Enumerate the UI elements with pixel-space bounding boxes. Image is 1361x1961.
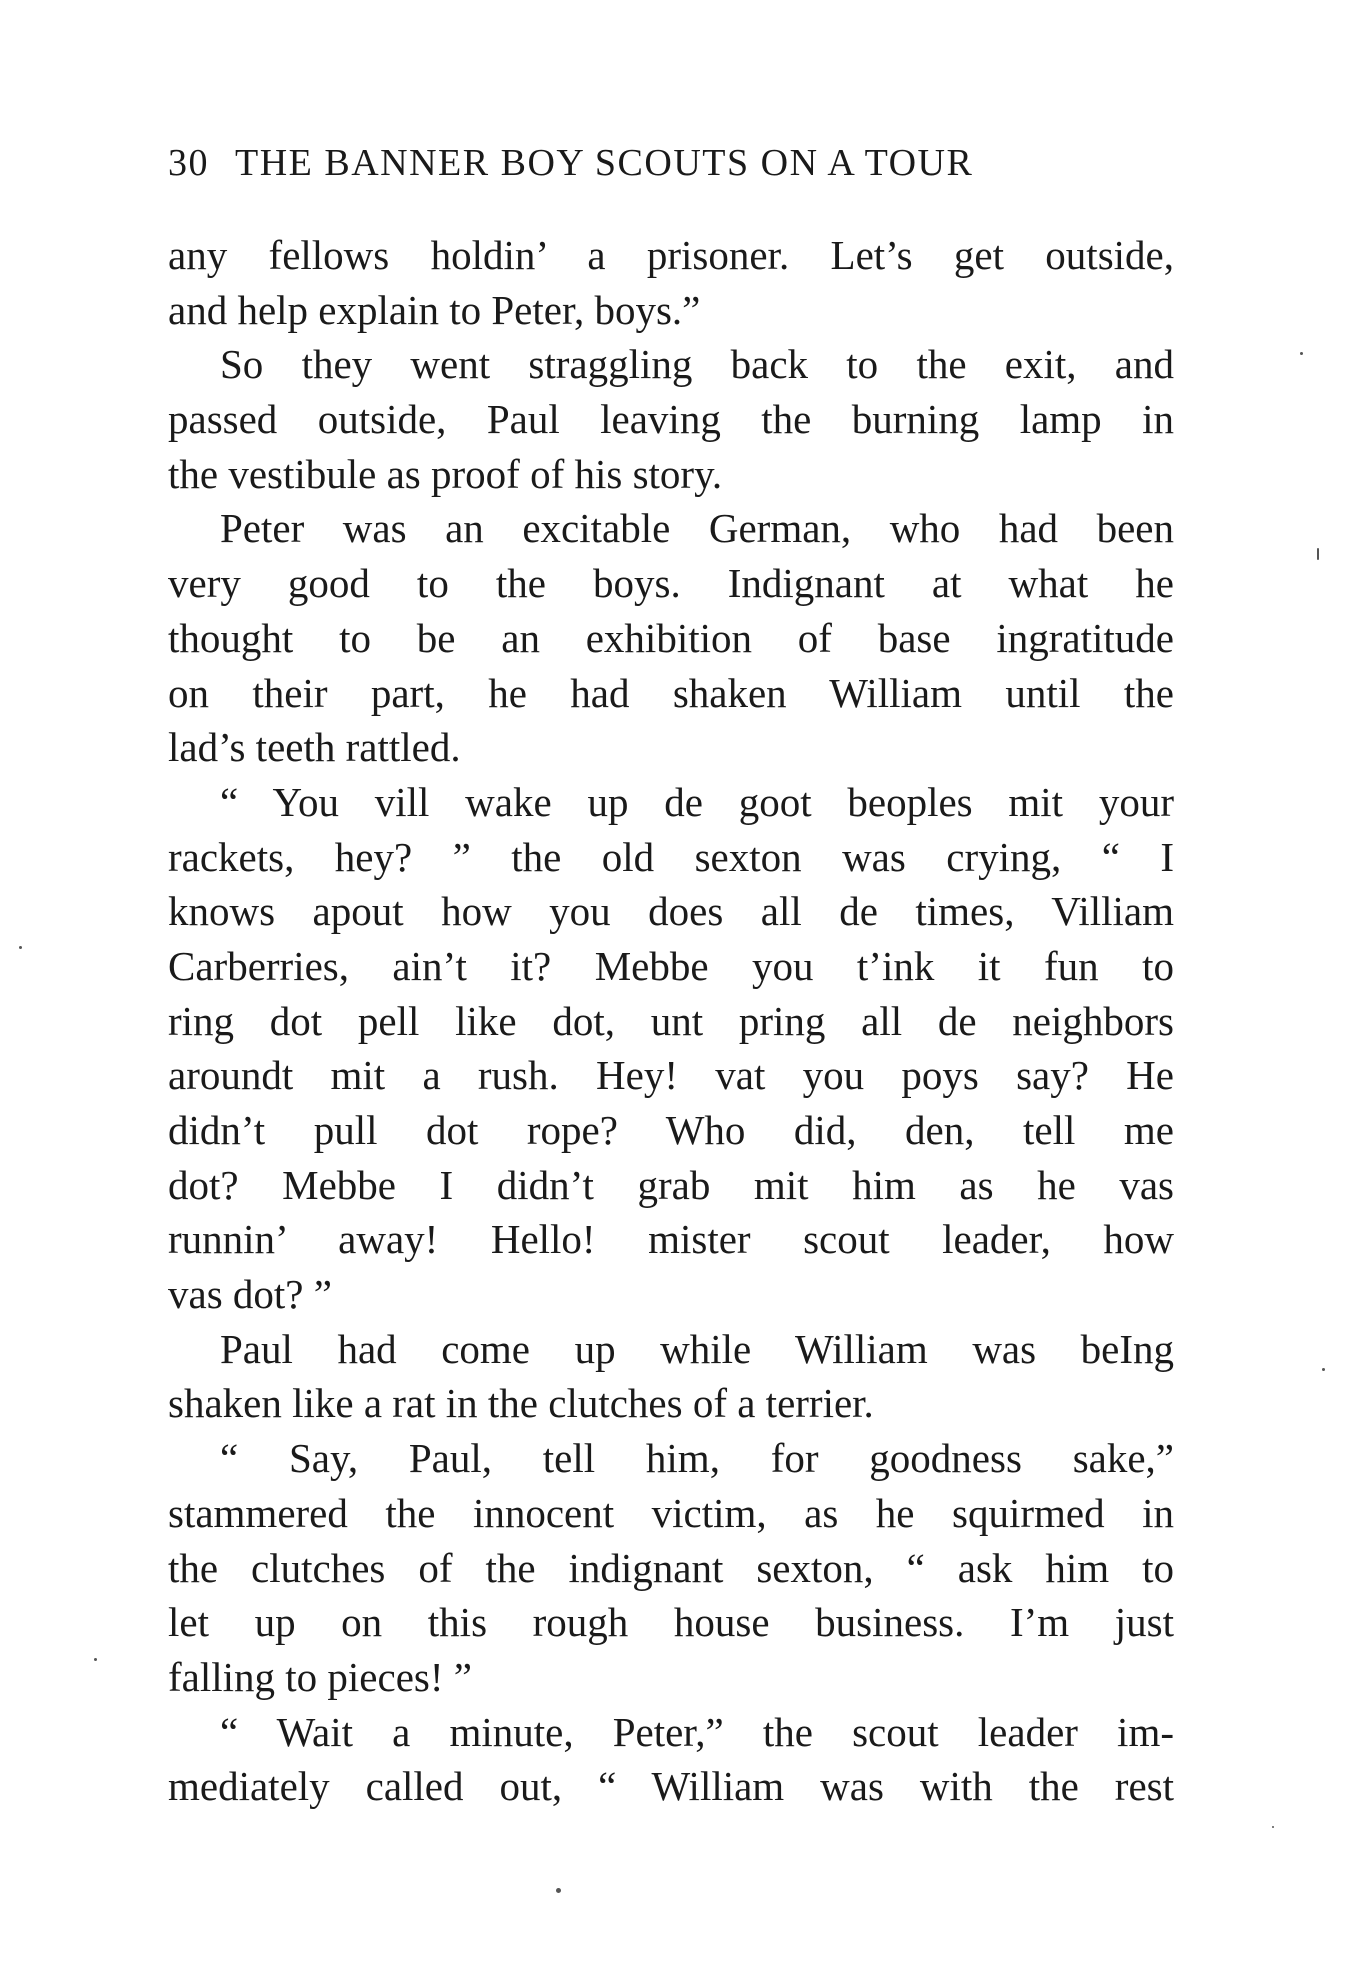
text-line: ring dot pell like dot, unt pring all de neighbors: [168, 997, 1174, 1044]
text-line: vas dot? ”: [168, 1271, 332, 1318]
scan-speck: [1317, 548, 1319, 560]
text-line: Carberries, ain’t it? Mebbe you t’ink it fun to: [168, 942, 1174, 989]
text-line: runnin’ away! Hello! mister scout leader, how: [168, 1216, 1174, 1263]
text-line: aroundt mit a rush. Hey! vat you poys say? He: [168, 1052, 1174, 1099]
text-line: the vestibule as proof of his story.: [168, 450, 723, 497]
running-title: THE BANNER BOY SCOUTS ON A TOUR: [235, 142, 974, 184]
text-line: let up on this rough house business. I’m just: [168, 1599, 1174, 1646]
text-line: on their part, he had shaken William until the: [168, 669, 1174, 716]
text-line: and help explain to Peter, boys.”: [168, 286, 701, 333]
text-line: shaken like a rat in the clutches of a terrier.: [168, 1380, 874, 1427]
scan-speck: [94, 1658, 97, 1661]
scan-speck: [1322, 1368, 1325, 1371]
text-line: thought to be an exhibition of base ingratitude: [168, 614, 1174, 661]
text-line: rackets, hey? ” the old sexton was crying, “ I: [168, 833, 1174, 880]
text-line: any fellows holdin’ a prisoner. Let’s get outside,: [168, 232, 1174, 278]
text-line: “ Say, Paul, tell him, for goodness sake,”: [220, 1435, 1174, 1482]
text-line: passed outside, Paul leaving the burning lamp in: [168, 396, 1174, 443]
text-line: So they went straggling back to the exit, and: [220, 341, 1174, 388]
text-line: falling to pieces! ”: [168, 1653, 472, 1700]
text-line: stammered the innocent victim, as he squirmed in: [168, 1489, 1174, 1536]
text-line: knows apout how you does all de times, Villiam: [168, 888, 1174, 935]
text-line: mediately called out, “ William was with the rest: [168, 1763, 1174, 1810]
scan-speck: [1300, 352, 1303, 355]
running-header: [168, 138, 1174, 188]
text-line: dot? Mebbe I didn’t grab mit him as he vas: [168, 1161, 1174, 1208]
text-line: Paul had come up while William was beIng: [220, 1325, 1174, 1372]
text-line: the clutches of the indignant sexton, “ ask him to: [168, 1544, 1174, 1591]
text-line: “ You vill wake up de goot beoples mit your: [220, 778, 1174, 825]
text-line: lad’s teeth rattled.: [168, 724, 461, 771]
body-text: [168, 228, 1174, 1814]
text-line: very good to the boys. Indignant at what he: [168, 560, 1174, 607]
scan-speck: [19, 946, 22, 949]
scan-speck: [556, 1888, 561, 1893]
page-number: 30: [168, 142, 209, 184]
text-line: “ Wait a minute, Peter,” the scout leader im-: [220, 1708, 1174, 1755]
text-line: didn’t pull dot rope? Who did, den, tell me: [168, 1107, 1174, 1153]
scan-speck: [1272, 1826, 1274, 1828]
text-line: Peter was an excitable German, who had been: [220, 505, 1174, 552]
